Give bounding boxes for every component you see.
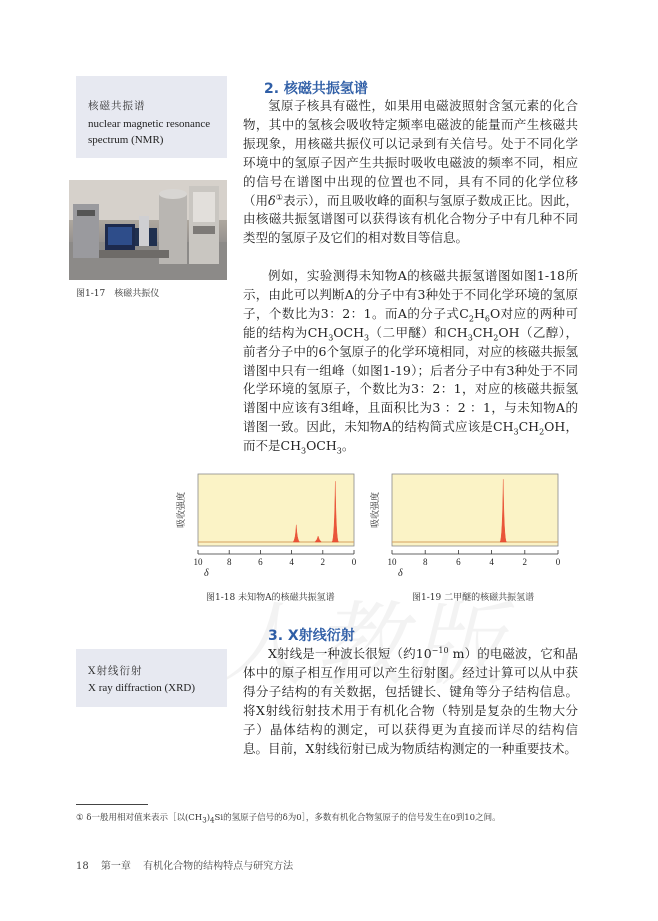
text-run: OH，而不是CH (243, 419, 578, 454)
subscript: 2 (539, 427, 545, 437)
subscript: 3 (328, 333, 334, 343)
y-axis-label: 吸收强度 (177, 491, 187, 529)
figure-1-18-chart (172, 468, 362, 590)
term-box-xrd (76, 649, 227, 707)
chapter-label: 第一章 (100, 861, 131, 872)
plot-area (198, 474, 354, 546)
text-run: ① δ一般用相对值来表示［以(CH (76, 813, 203, 823)
subscript: 3 (364, 333, 370, 343)
text-run: ) (206, 813, 211, 823)
superscript: −10 (431, 645, 449, 655)
text-run: OH（乙醇），前者分子中的6个氢原子的化学环境相同，对应的核磁共振氢谱图中只有一组峰（如图1-19）；后者分子中有3种处于不同化学环境的氢原子，个数比为3：2：1，对应的核磁共振氢谱图中应该有3组峰，且面积比为3 ：2 ：1，与未知物A的谱图一致。因此，未知物A的结构简式应该是CH (243, 324, 578, 435)
text-run: CH (518, 419, 540, 435)
text-run: m）的电磁波，它和晶体中的原子相互作用可以产生衍射图。经过计算可以从中获得分子结构的有关数据，包括键长、键角等分子结构信息。将X射线衍射技术用于有机化合物（特别是复杂的生物大分子）晶体结构的测定，可以获得更为直接而详尽的结构信息。目前，X射线衍射已成为物质结构测定的一种重要技术。 (243, 646, 578, 756)
y-axis-label: 吸收强度 (371, 491, 381, 529)
x-tick-label: 6 (258, 557, 263, 567)
text-run: CH (472, 324, 494, 340)
term-nmr-english-line2: spectrum (NMR) (88, 134, 164, 146)
x-axis-label: δ (204, 568, 209, 579)
chapter-title: 有机化合物的结构特点与研究方法 (143, 861, 294, 872)
footnote (76, 811, 596, 825)
subscript: 2 (493, 333, 499, 343)
x-tick-label: 10 (387, 557, 397, 567)
subscript: 3 (513, 427, 519, 437)
x-tick-label: 0 (351, 557, 357, 567)
figure-1-18-caption: 图1-18 未知物A的核磁共振氢谱 (206, 593, 335, 603)
subscript: 3 (300, 446, 307, 456)
term-xrd-chinese: X射线衍射 (88, 665, 143, 677)
term-nmr-english-line1: nuclear magnetic resonance (88, 118, 211, 130)
nmr-spectrum-unknown-a (172, 468, 362, 590)
text-run: 例如，实验测得未知物A的核磁共振氢谱图如图1-18所示，由此可以判断A的分子中有3种处于不同化学环境的氢原子，个数比为3：2：1。而A的分子式C (243, 268, 578, 321)
x-axis-label: δ (398, 568, 403, 579)
text-run: Si的氢原子信号的δ为0］，多数有机化合物氢原子的信号发生在0到10之间。 (214, 813, 501, 823)
text-run: H (473, 305, 485, 321)
x-tick-label: 10 (193, 557, 203, 567)
page-footer (76, 857, 302, 872)
x-tick-label: 6 (456, 557, 461, 567)
subscript: 6 (484, 314, 490, 324)
delta-symbol: δ (268, 192, 276, 208)
term-xrd-english: X ray diffraction (XRD) (88, 682, 196, 694)
nmr-instrument-illustration (69, 180, 227, 280)
subscript: 2 (468, 314, 474, 324)
text-run: （二甲醚）和CH (369, 324, 468, 340)
page-number: 18 (76, 861, 89, 872)
text-run: 氢原子核具有磁性，如果用电磁波照射含氢元素的化合物，其中的氢核会吸收特定频率电磁波的能量而产生核磁共振现象，用核磁共振仪可以记录到有关信号。处于不同化学环境中的氢原子因产生共振时吸收电磁波的频率不同，相应的信号在谱图中出现的位置也不同，具有不同的化学位移（用 (243, 98, 578, 208)
footnote-marker: ① (275, 192, 283, 202)
text-run: X射线是一种波长很短（约10 (268, 646, 432, 661)
figure-1-19-chart (366, 468, 566, 590)
plot-area (392, 474, 558, 546)
figure-1-17-caption: 图1-17 核磁共振仪 (76, 289, 160, 299)
figure-1-19-caption: 图1-19 二甲醚的核磁共振氢谱 (412, 593, 535, 603)
text-run: OCH (333, 324, 365, 340)
subscript: 3 (336, 446, 342, 456)
text-run: 。 (341, 438, 355, 454)
nmr-spectrum-dimethyl-ether (366, 468, 566, 590)
x-tick-label: 4 (289, 557, 294, 567)
term-nmr-chinese: 核磁共振谱 (88, 100, 146, 112)
x-tick-label: 2 (522, 557, 528, 567)
subscript: 3 (467, 333, 473, 343)
x-tick-label: 8 (226, 557, 232, 567)
section-3-title: 3. X射线衍射 (268, 628, 355, 644)
section-3-paragraph-1 (243, 645, 578, 758)
x-tick-label: 8 (422, 557, 428, 567)
x-tick-label: 0 (555, 557, 561, 567)
x-tick-label: 4 (489, 557, 494, 567)
section-2-paragraph-2 (243, 267, 578, 456)
subscript: 3 (202, 815, 207, 825)
x-tick-label: 2 (320, 557, 326, 567)
text-run: OCH (306, 438, 337, 454)
text-run: 表示），而且吸收峰的面积与氢原子数成正比。因此，由核磁共振氢谱图可以获得该有机化合物分子中有几种不同类型的氢原子及它们的相对数目等信息。 (243, 192, 578, 246)
section-2-paragraph-1 (243, 97, 578, 248)
nmr-instrument-photo (69, 180, 227, 280)
subscript: 4 (210, 815, 215, 825)
footnote-divider (76, 804, 148, 805)
section-2-title: 2. 核磁共振氢谱 (264, 81, 368, 97)
text-run: O对应的两种可能的结构为CH (243, 305, 579, 340)
term-box-nmr (76, 76, 227, 158)
